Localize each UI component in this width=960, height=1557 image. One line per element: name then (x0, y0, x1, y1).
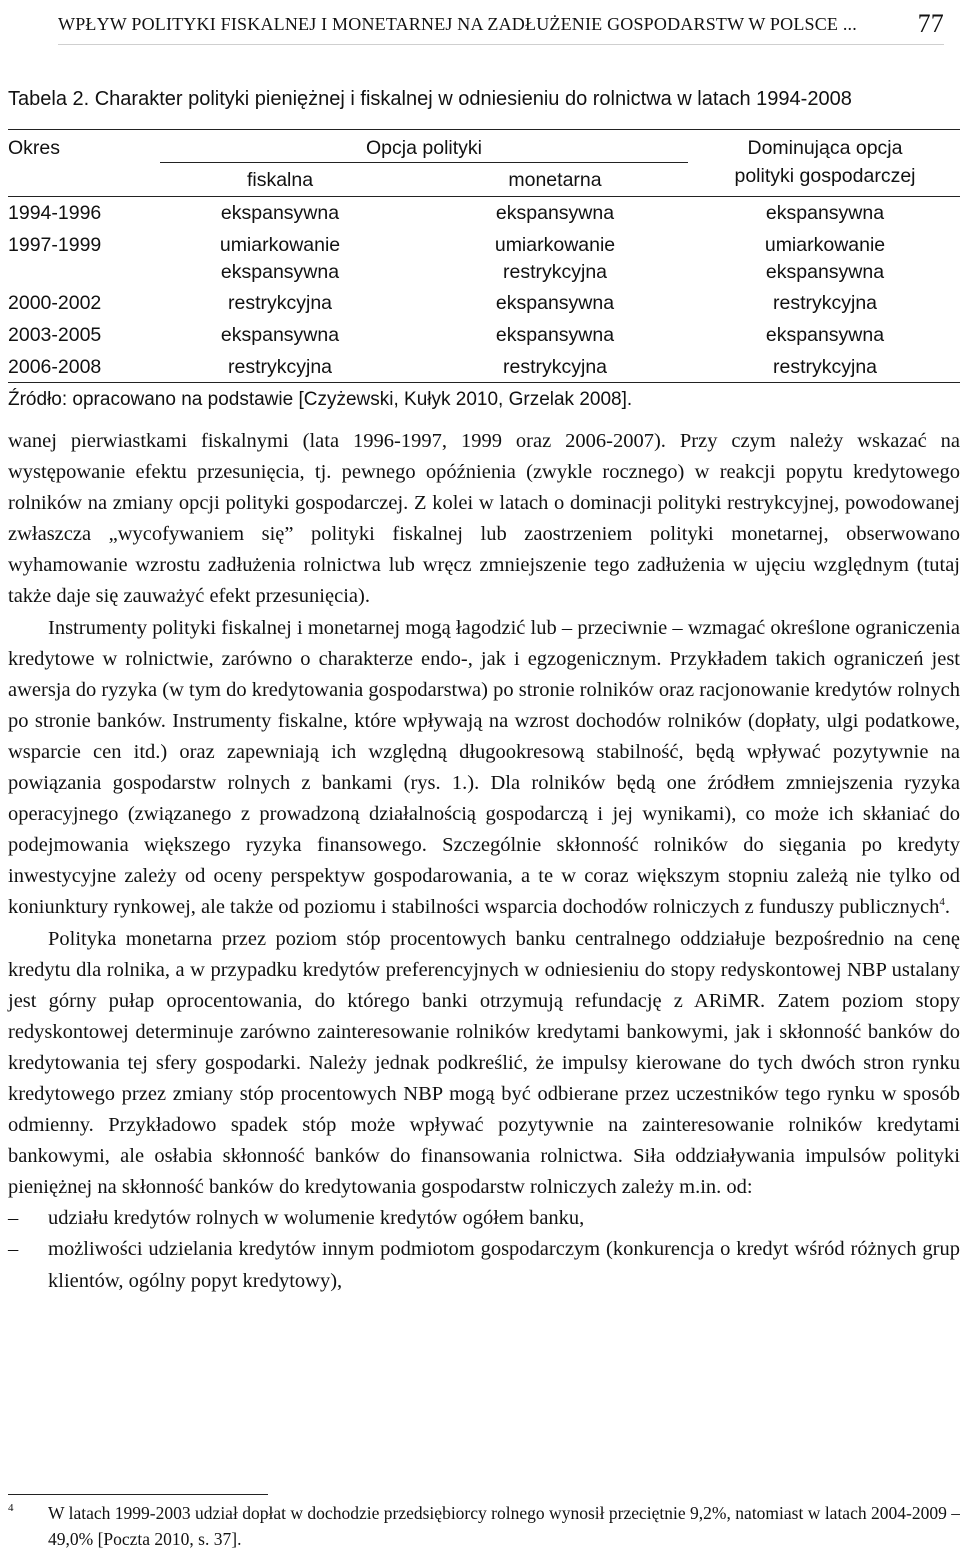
table-cell-fiscal: ekspansywna (220, 261, 340, 283)
table-cell-dominant: ekspansywna (765, 261, 885, 283)
table-row-period: 2003-2005 (8, 324, 102, 346)
footnote-text: W latach 1999-2003 udział dopłat w dochodzie przedsiębiorcy rolnego wynosił przeciętnie 9,2%, natomiast w latach 2004-2009 – 49,0% [Poczta 2010, s. 37]. (48, 1503, 960, 1549)
table-source: Źródło: opracowano na podstawie [Czyżewski, Kułyk 2010, Grzelak 2008]. (8, 389, 633, 410)
table-caption: Tabela 2. Charakter polityki pieniężnej i fiskalnej w odniesieniu do rolnictwa w latach 1994-2008 (8, 88, 852, 110)
header-fiscal: fiskalna (246, 169, 314, 191)
footnote-rule (8, 1494, 268, 1495)
table-cell-monetary: restrykcyjna (502, 356, 608, 378)
table-cell-dominant: umiarkowanie (764, 234, 886, 256)
header-policy-option: Opcja polityki (366, 137, 482, 159)
running-header (58, 4, 944, 45)
list-item-text: możliwości udzielania kredytów innym podmiotom gospodarczym (konkurencja o kredyt wśród różnych grup klientów, ogólny popyt kredytowy), (48, 1238, 960, 1292)
table-cell-dominant: restrykcyjna (772, 356, 878, 378)
footnote-mark: 4 (8, 1502, 14, 1514)
table-cell-monetary: ekspansywna (495, 292, 615, 314)
list-dash: – (8, 1207, 19, 1230)
table-top-rule (8, 129, 960, 130)
table-cell-dominant: restrykcyjna (772, 292, 878, 314)
table-cell-fiscal: restrykcyjna (227, 292, 333, 314)
list-item (8, 1234, 960, 1296)
header-dominant-line2: polityki gospodarczej (734, 165, 916, 187)
list-item-text: udziału kredytów rolnych w wolumenie kredytów ogółem banku, (48, 1207, 585, 1230)
table-cell-dominant: ekspansywna (765, 202, 885, 224)
list-item (8, 1203, 960, 1234)
running-title: WPŁYW POLITYKI FISKALNEJ I MONETARNEJ NA ZADŁUŻENIE GOSPODARSTW W POLSCE ... (58, 13, 857, 34)
table-cell-dominant: ekspansywna (765, 324, 885, 346)
table-header-rule (8, 196, 960, 197)
table-cell-fiscal: restrykcyjna (227, 356, 333, 378)
table-cell-fiscal: umiarkowanie (219, 234, 341, 256)
table-cell-fiscal: ekspansywna (220, 324, 340, 346)
body-text (8, 426, 960, 1297)
table-cell-monetary: ekspansywna (495, 324, 615, 346)
paragraph-1: wanej pierwiastkami fiskalnymi (lata 1996-1997, 1999 oraz 2006-2007). Przy czym należy wskazać na występowanie efektu przesunięcia, tj. pewnego opóźnienia (zwykle rocznego) w reakcji popytu kredytowego rolników na zmiany opcji polityki gospodarczej. Z kolei w latach o dominacji polityki restrykcyjnej, powodowanej zwłaszcza „wycofywaniem się” polityki fiskalnej lub zaostrzeniem polityki monetarnej, obserwowano wyhamowanie wzrostu zadłużenia rolnictwa lub wręcz zmniejszenie tego zadłużenia w ujęciu względnym (tutaj także daje się zauważyć efekt przesunięcia). (8, 430, 960, 608)
table-group-rule (160, 162, 688, 163)
paragraph-2-end: . (944, 896, 950, 919)
header-monetary: monetarna (508, 169, 602, 191)
paragraph-2 (8, 613, 960, 924)
table-row-period: 2006-2008 (8, 356, 102, 378)
list-dash: – (8, 1238, 19, 1261)
header-dominant-line1: Dominująca opcja (747, 137, 903, 159)
table-cell-monetary: umiarkowanie (494, 234, 616, 256)
table-cell-monetary: ekspansywna (495, 202, 615, 224)
header-period: Okres (8, 137, 61, 159)
table-bottom-rule (8, 382, 960, 383)
footnote-ref[interactable]: 4 (939, 896, 945, 909)
footnote (8, 1500, 960, 1552)
table-row-period: 2000-2002 (8, 292, 102, 314)
table-cell-monetary: restrykcyjna (502, 261, 608, 283)
table-row-period: 1997-1999 (8, 234, 102, 256)
page-number: 77 (917, 9, 944, 38)
table-cell-fiscal: ekspansywna (220, 202, 340, 224)
table-row-period: 1994-1996 (8, 202, 102, 224)
paragraph-2-text: Instrumenty polityki fiskalnej i monetarnej mogą łagodzić lub – przeciwnie – wzmagać określone ograniczenia kredytowe w rolnictwie, zarówno o charakterze endo-, jak i egzogenicznym. Przykładem takich ograniczeń jest awersja do ryzyka (w tym do kredytowania gospodarstwa) po stronie rolników oraz racjonowanie kredytów rolnych po stronie banków. Instrumenty fiskalne, które wpływają na wzrost dochodów rolników (dopłaty, ulgi podatkowe, wsparcie cen itd.) oraz zapewniają ich względną długookresową stabilność, będą wpływać pozytywnie na powiązania gospodarstw rolnych z bankami (rys. 1.). Dla rolników będą one źródłem zmniejszenia ryzyka operacyjnego (związanego z prowadzoną działalnością gospodarczą i jej wynikami), co może ich skłaniać do podejmowania większego ryzyka finansowego. Szczególnie skłonność rolników do sięgania po kredyty inwestycyjne zależy od oceny perspektyw gospodarowania, a te w coraz większym stopniu zależą nie tylko od koniunktury rynkowej, ale także od poziomu i stabilności wsparcia dochodów rolniczych z funduszy publicznych (8, 616, 960, 919)
paragraph-3: Polityka monetarna przez poziom stóp procentowych banku centralnego oddziałuje bezpośrednio na cenę kredytu dla rolnika, a w przypadku kredytów preferencyjnych w odniesieniu do stopy redyskontowej NBP ustalany jest górny pułap oprocentowania, do którego banki otrzymują refundację z ARiMR. Zatem poziom stopy redyskontowej determinuje zarówno zainteresowanie rolników kredytami bankowymi, jak i skłonność banków do kredytowania tej sfery gospodarki. Należy jednak podkreślić, że impulsy kierowane do tych dwóch stron rynku kredytowego przez zmiany stóp procentowych NBP mogą być odbierane przez uczestników tego rynku w sposób odmienny. Przykładowo spadek stóp może wpływać pozytywnie na zainteresowanie rolników kredytami bankowymi, ale osłabia skłonność banków do finansowania rolnictwa. Siła oddziaływania impulsów polityki pieniężnej na skłonność banków do kredytowania gospodarstw rolniczych zależy m.in. od: (8, 927, 960, 1199)
